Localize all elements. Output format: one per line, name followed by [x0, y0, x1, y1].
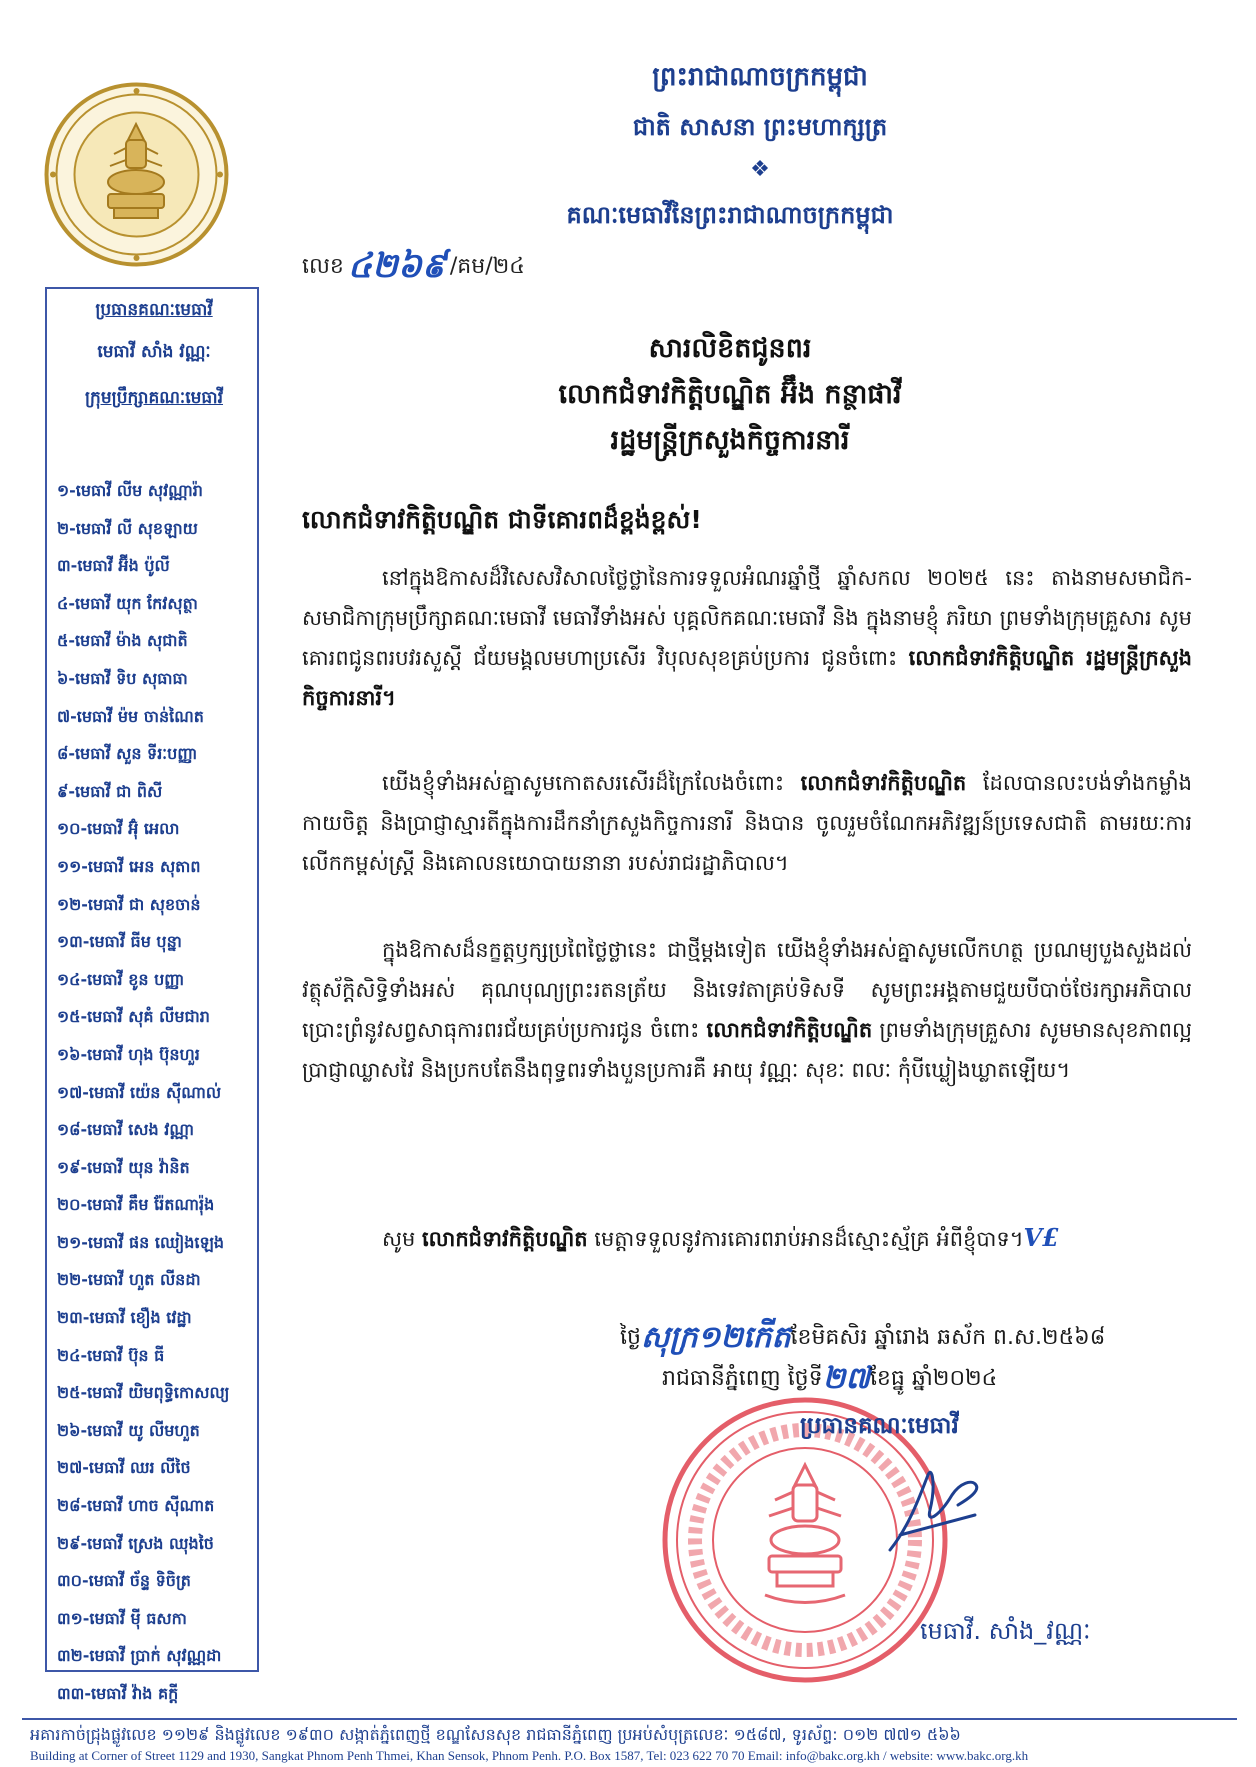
paragraph-text: ដែលបានលះបង់ទាំងកម្លាំងកាយចិត្ត និងប្រាជ្ញាស្មារតីក្នុងការដឹកនាំក្រសួងកិច្ចការនារី និងបាន ចូលរួមចំណែកអភិវឌ្ឍន៍ប្រទេសជាតិ តាមរយៈការលើកកម្ពស់ស្ត្រី និងគោលនយោបាយនានា របស់រាជរដ្ឋាភិបាល។: [302, 771, 1193, 875]
council-member: ៦-មេធាវី ទិប សុធាធា: [57, 668, 188, 688]
council-member: ៣០-មេធាវី ច័ន្ទ ទិចិត្រ: [57, 1571, 191, 1591]
council-member: ៣១-មេធាវី ម៉ី ធសកា: [57, 1608, 187, 1628]
council-member: ២០-មេធាវី គឹម រ៉ែតណារ៉ុង: [57, 1195, 215, 1215]
letter-titles: [300, 326, 1160, 464]
council-member: ៤-មេធាវី យុក កែវសុត្ថា: [57, 593, 198, 613]
solar-prefix: រាជធានីភ្នំពេញ ថ្ងៃទី: [662, 1366, 823, 1391]
recipient-name: លោកជំទាវកិត្តិបណ្ឌិត អ៊ឹង កន្ថាផាវី: [558, 379, 902, 410]
salutation: លោកជំទាវកិត្តិបណ្ឌិត ជាទីគោរពដ៏ខ្ពង់ខ្ពស់!: [302, 505, 702, 534]
council-member: ១៧-មេធាវី យ៉េន ស៊ីណាល់: [57, 1082, 222, 1102]
council-member: ៥-មេធាវី ម៉ាង សុជាតិ: [57, 631, 188, 651]
recipient-position: រដ្ឋមន្ត្រីក្រសួងកិច្ចការនារី: [610, 425, 850, 456]
paragraph-text: ក្នុងឱកាសដ៏នក្ខត្តឫក្សប្រពៃថ្លៃថ្លានេះ ជាថ្មីម្តងទៀត យើងខ្ញុំទាំងអស់គ្នាសូមលើកហត្ថ ប្រណម្យបួងសួងដល់វត្ថុស័ក្តិសិទ្ធិទាំងអស់ គុណបុណ្យព្រះរតនត្រ័យ និងទេវតាគ្រប់ទិសទី សូមព្រះអង្គតាមជួយបីបាច់ថែរក្សាអភិបាល ប្រោះព្រំនូវសព្វសាធុការពរជ័យគ្រប់ប្រការជូន ចំពោះ: [302, 938, 1192, 1042]
paragraph-bold: លោកជំទាវកិត្តិបណ្ឌិត: [800, 771, 967, 795]
ref-prefix: លេខ: [302, 254, 344, 279]
lunar-rest: ខែមិគសិរ ឆ្នាំរោង ឆស័ក ព.ស.២៥៦៨: [790, 1325, 1106, 1350]
council-member: ១០-មេធាវី អ៊ុំ អេលា: [57, 819, 180, 839]
ref-number-handwritten: ៤២៦៩: [347, 246, 446, 286]
paragraph-text: ព្រមទាំងក្រុមគ្រួសារ សូមមានសុខភាពល្អ ប្រាជ្ញាឈ្លាសវៃ និងប្រកបតែនឹងពុទ្ធពរទាំងបួនប្រការគឺ អាយុ វណ្ណៈ សុខៈ ពលៈ កុំបីឃ្លៀងឃ្លាតឡើយ។: [302, 1018, 1192, 1082]
paragraph-3: [302, 930, 1192, 1090]
signature-mark: [880, 1455, 1000, 1555]
footer-address-khmer: អគារកាច់ជ្រុងផ្លូវលេខ ១១២៩ និងផ្លូវលេខ ១៩៣០ សង្កាត់ភ្នំពេញថ្មី ខណ្ឌសែនសុខ រាជធានីភ្នំពេញ ប្រអប់សំបុត្រលេខៈ ១៥៨៧, ទូរស័ព្ទ: ០១២ ៧៧១ ៥៦៦: [30, 1725, 961, 1744]
council-member: ២៥-មេធាវី យិមពុទ្ធិកោសល្យ: [57, 1383, 230, 1403]
council-member: ៩-មេធាវី ជា ពិសី: [57, 781, 163, 801]
bar-association-emblem: [44, 82, 229, 267]
lunar-prefix: ថ្ងៃ: [620, 1325, 641, 1350]
council-member: ២៩-មេធាវី ស្រេង ឈុងថៃ: [57, 1533, 214, 1553]
paragraph-bold: លោកជំទាវកិត្តិបណ្ឌិត: [422, 1227, 588, 1251]
paragraph-4: [302, 1218, 1192, 1259]
paragraph-2: [302, 763, 1192, 883]
organization-name: គណៈមេធាវីនៃព្រះរាជាណាចក្រកម្ពុជា: [566, 201, 894, 229]
council-member: ១៣-មេធាវី ធីម បុន្នា: [57, 932, 182, 952]
council-title: ក្រុមប្រឹក្សាគណៈមេធាវី: [84, 388, 223, 408]
council-member: ១-មេធាវី លីម សុវណ្ណារ៉ា: [57, 481, 203, 500]
paragraph-text: យើងខ្ញុំទាំងអស់គ្នាសូមកោតសរសើរដ៏ក្រៃលែងចំពោះ: [382, 771, 801, 795]
national-motto: ជាតិ សាសនា ព្រះមហាក្សត្រ: [632, 113, 888, 141]
ornament-divider: ❖: [750, 157, 770, 182]
paragraph-1: [302, 558, 1192, 718]
council-member: ៣២-មេធាវី ប្រាក់ សុវណ្ណដា: [57, 1646, 222, 1666]
letter-title: សារលិខិតជូនពរ: [648, 333, 812, 364]
council-member: ២៤-មេធាវី ប៊ុន ធី: [57, 1345, 165, 1365]
council-member: ២២-មេធាវី ហួត លីនដា: [57, 1270, 201, 1290]
council-member: ៨-មេធាវី សួន ទីរៈបញ្ញា: [57, 744, 198, 764]
paragraph-text: សូម: [382, 1227, 423, 1251]
council-member: ១៦-មេធាវី ហុង ប៊ុនហួរ: [57, 1044, 200, 1064]
council-member: ៧-មេធាវី ម៉ម ចាន់ណៃត: [57, 706, 204, 726]
council-member: ២៦-មេធាវី យូ លីមហួត: [57, 1420, 200, 1440]
council-member: ១២-មេធាវី ជា សុខចាន់: [57, 894, 201, 914]
council-member: ១៤-មេធាវី ខូន បញ្ញា: [57, 969, 185, 989]
council-member: ២១-មេធាវី ផន ឈៀងឡេង: [57, 1232, 225, 1252]
council-member: ១៨-មេធាវី សេង វណ្ណា: [57, 1120, 194, 1140]
lunar-day-handwritten: សុក្រ១២កើត: [640, 1320, 791, 1355]
council-member: ២៣-មេធាវី ខឿង វេដ្ឋា: [57, 1308, 192, 1328]
council-member: ១១-មេធាវី អេន សុតាព: [57, 856, 201, 876]
solar-rest: ខែធ្នូ ឆ្នាំ២០២៤: [869, 1366, 998, 1391]
council-member: ២៨-មេធាវី ហាច ស៊ីណាត: [57, 1496, 215, 1516]
lunar-date: [620, 1318, 1105, 1362]
council-member-list: [57, 472, 257, 1713]
reference-number: [302, 244, 525, 294]
council-sidebar: [45, 287, 259, 1703]
president-title: ប្រធានគណៈមេធាវី: [95, 300, 213, 320]
paragraph-text: មេត្តាទទួលនូវការគោរពរាប់អានដ៏ស្មោះស្ម័គ្រ អំពីខ្ញុំបាទ។: [587, 1227, 1024, 1251]
ref-suffix: /គម/២៤: [449, 254, 525, 279]
handwritten-initial: V£: [1023, 1223, 1059, 1252]
signer-title: ប្រធានគណៈមេធាវី: [800, 1413, 959, 1439]
signer-name: មេធាវី. សាំង_វណ្ណៈ: [920, 1617, 1091, 1645]
council-member: ៣៣-មេធាវី វ៉ាង គក្តី: [57, 1684, 179, 1703]
footer-address-english: Building at Corner of Street 1129 and 1930, Sangkat Phnom Penh Thmei, Khan Sensok, Phnom Penh. P.O. Box 1587, Tel: 023 622 70 70 Email: info@bakc.org.kh / website: www.bakc.org.kh: [30, 1748, 1029, 1763]
council-member: ២៧-មេធាវី ឈរ លីថៃ: [57, 1458, 191, 1478]
footer-divider: [22, 1718, 1237, 1720]
council-member: ៣-មេធាវី អ៊ីង ប៉ូលី: [57, 556, 170, 576]
council-member: ១៥-មេធាវី សុគំ លីមជារា: [57, 1007, 210, 1027]
paragraph-bold: លោកជំទាវកិត្តិបណ្ឌិត រដ្ឋមន្ត្រីក្រសួងកិច្ចការនារី។: [302, 646, 1192, 710]
council-member: ២-មេធាវី លី សុខឡាយ: [57, 518, 198, 538]
paragraph-text: នៅក្នុងឱកាសដ៏វិសេសវិសាលថ្លៃថ្លានៃការទទួលអំណរឆ្នាំថ្មី ឆ្នាំសកល ២០២៥ នេះ តាងនាមសមាជិក-សមាជិកាក្រុមប្រឹក្សាគណៈមេធាវី មេធាវីទាំងអស់ បុគ្គលិកគណៈមេធាវី និង ក្នុងនាមខ្ញុំ ភរិយា ព្រមទាំងក្រុមគ្រួសារ សូមគោរពជូនពរបវរសួស្តី ជ័យមង្គលមហាប្រសើរ វិបុលសុខគ្រប់ប្រការ ជូនចំពោះ: [302, 566, 1192, 670]
council-member: ១៩-មេធាវី យុន វ៉ានិត: [57, 1157, 190, 1177]
solar-day-handwritten: ២៧: [822, 1361, 870, 1396]
president-name: មេធាវី សាំង វណ្ណៈ: [97, 342, 211, 362]
paragraph-bold: លោកជំទាវកិត្តិបណ្ឌិត: [706, 1018, 873, 1042]
kingdom-title: ព្រះរាជាណាចក្រកម្ពុជា: [652, 62, 868, 92]
